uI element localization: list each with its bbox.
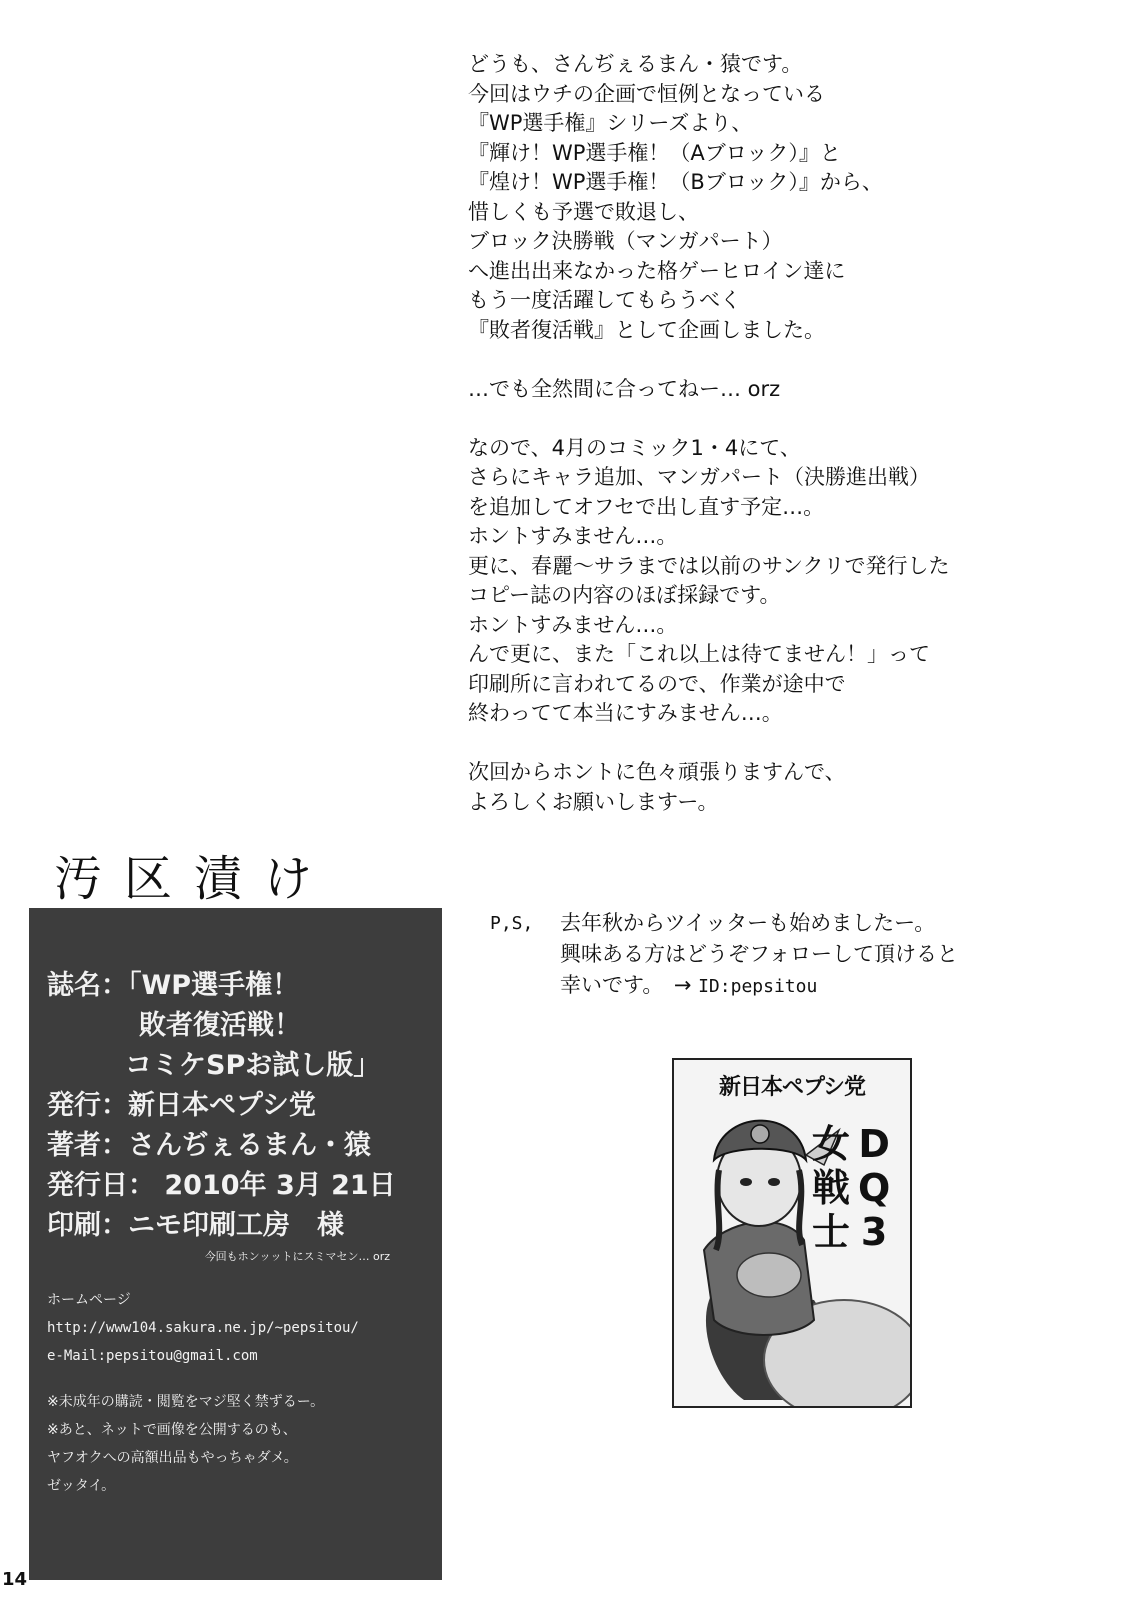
ps-line-1: 去年秋からツイッターも始めましたー。: [560, 911, 936, 935]
cover-title-dq: [858, 1122, 890, 1254]
publish-date: 発行日： 2010年 3月 21日: [47, 1170, 396, 1201]
afterword-line: ホントすみません…。: [468, 524, 678, 548]
author: 著者：さんぢぇるまん・猿: [47, 1130, 371, 1161]
afterword-line: 『輝け！WP選手権！（Aブロック）』と: [468, 140, 841, 165]
afterword-line: 惜しくも予選で敗退し、: [468, 199, 699, 224]
homepage-label: ホームページ: [47, 1292, 131, 1308]
publisher: 発行：新日本ペプシ党: [47, 1090, 316, 1121]
cover-title-char: 女: [812, 1122, 851, 1166]
ps-line-2: 興味ある方はどうぞフォローして頂けると: [560, 942, 958, 966]
contact-block: [47, 1286, 442, 1370]
ps-note: [490, 908, 1050, 1002]
cover-thumbnail: [672, 1058, 912, 1408]
afterword-line: へ進出出来なかった格ゲーヒロイン達に: [468, 258, 846, 283]
afterword-line: ブロック決勝戦（マンガパート）: [468, 229, 783, 253]
cover-circle-name: 新日本ペプシ党: [718, 1075, 866, 1100]
afterword-line: 『WP選手権』シリーズより、: [468, 111, 753, 135]
cover-title-char: 3: [860, 1210, 888, 1254]
warning-line-3: ヤフオクへの高額出品もやっちゃダメ。: [47, 1450, 298, 1466]
page-number: 14: [2, 1569, 28, 1590]
book-title-line-3: コミケSPお試し版」: [125, 1050, 381, 1081]
warning-line-2: ※あと、ネットで画像を公開するのも、: [47, 1422, 297, 1438]
ps-label: P,S,: [490, 913, 534, 934]
colophon-box: [29, 908, 442, 1580]
cover-title: [812, 1122, 902, 1312]
warning-block: [47, 1388, 442, 1500]
warning-line-4: ゼッタイ。: [47, 1478, 116, 1494]
afterword-line: 更に、春麗～サラまでは以前のサンクリで発行した: [468, 553, 950, 578]
afterword-line: 印刷所に言われてるので、作業が途中で: [468, 671, 846, 696]
afterword-line: を追加してオフセで出し直す予定…。: [468, 494, 825, 519]
afterword-line: …でも全然間に合ってねー… orz: [468, 376, 781, 401]
paragraph-gap: [468, 345, 1028, 375]
warning-line-1: ※未成年の購読・閲覧をマジ堅く禁ずるー。: [47, 1394, 325, 1410]
book-title: 誌名：「WP選手権！: [47, 970, 300, 1001]
cover-title-jp: [812, 1122, 850, 1254]
afterword-line: 終わってて本当にすみません…。: [468, 701, 783, 725]
cover-title-char: 士: [812, 1210, 851, 1254]
afterword-line: んで更に、また「これ以上は待てません！」って: [468, 642, 930, 666]
apology-note: 今回もホンッットにスミマセン… orz: [204, 1250, 390, 1263]
afterword-line: さらにキャラ追加、マンガパート（決勝進出戦）: [468, 465, 930, 489]
circle-title: 汚区漬け: [54, 851, 335, 907]
twitter-id: ID:pepsitou: [698, 976, 818, 997]
afterword-line: ホントすみません…。: [468, 612, 678, 637]
printer: 印刷：ニモ印刷工房 様: [47, 1210, 344, 1241]
cover-title-char: 戦: [812, 1166, 851, 1210]
homepage-url: http://www104.sakura.ne.jp/~pepsitou/: [47, 1320, 359, 1336]
ps-line-3-text: 幸いです。 →: [560, 973, 699, 997]
afterword-line: 『煌け！WP選手権！（Bブロック）』から、: [468, 170, 883, 194]
afterword-line: 次回からホントに色々頑張りますんで、: [468, 760, 846, 784]
afterword-line: 『敗者復活戦』として企画しました。: [468, 317, 825, 342]
cover-title-char: D: [858, 1122, 890, 1166]
paragraph-gap: [468, 404, 1028, 434]
ps-line-3: [490, 970, 1050, 1002]
email-address: e-Mail:pepsitou@gmail.com: [47, 1348, 258, 1364]
afterword-line: よろしくお願いしますー。: [468, 789, 719, 814]
afterword-line: もう一度活躍してもらうべく: [468, 288, 741, 312]
paragraph-gap: [468, 729, 1028, 759]
afterword-text: [468, 50, 1028, 817]
afterword-line: 今回はウチの企画で恒例となっている: [468, 81, 825, 106]
afterword-line: コピー誌の内容のほぼ採録です。: [468, 583, 781, 607]
afterword-line: どうも、さんぢぇるまん・猿です。: [468, 52, 803, 76]
afterword-line: なので、4月のコミック1・4にて、: [468, 435, 801, 460]
cover-title-char: Q: [858, 1166, 891, 1210]
book-title-line-2: 敗者復活戦！: [139, 1010, 301, 1041]
